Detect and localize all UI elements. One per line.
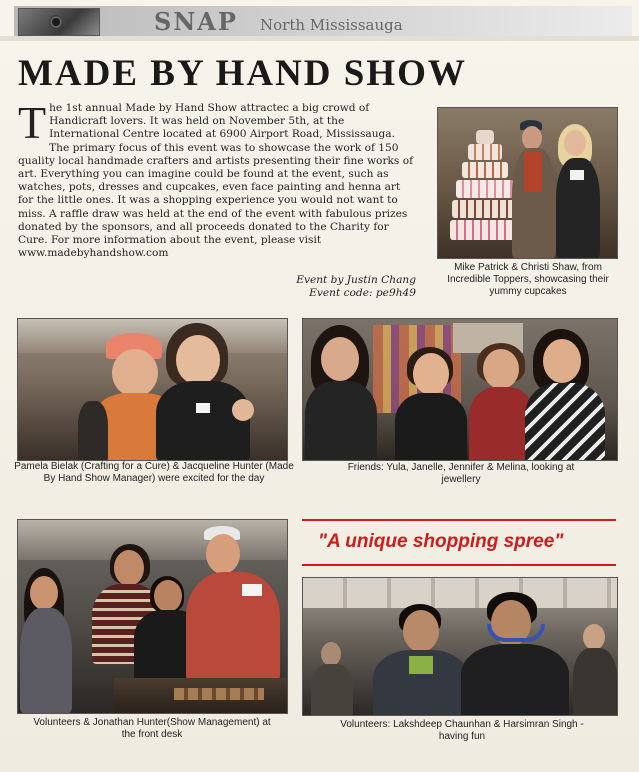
article-body [18,97,416,260]
photo-pamela-jacqueline [17,318,288,461]
photo-lakshdeep-harsimran [302,577,618,716]
page-title: MADE BY HAND SHOW [18,53,467,94]
caption-lakshdeep-harsimran: Volunteers: Lakshdeep Chaunhan & Harsimran Singh - having fun [340,719,584,742]
caption-front-desk: Volunteers & Jonathan Hunter(Show Management) at the front desk [33,717,271,740]
photo-front-desk [17,519,288,714]
drop-cap: T [18,97,47,148]
quote-rule-bottom [302,564,616,566]
byline [296,274,416,300]
byline-code: Event code: pe9h49 [309,287,416,299]
caption-friends: Friends: Yula, Janelle, Jennifer & Melina, looking at jewellery [347,462,575,485]
quote-rule-top [302,519,616,521]
camera-icon [18,8,100,36]
article-text: he 1st annual Made by Hand Show attractec a big crowd of Handicraft lovers. It was held on November 5th, at the International Centre located at 6900 Airport Road, Mississauga. The primary focus of this event was to showcase the work of 150 quality local handmade crafters and artists presenting their fine works of art. Everything you can imagine could be found at the event, such as watches, pots, dresses and cupcakes, even face painting and henna art for the little ones. It was a shopping experience you would not want to miss. A raffle draw was held at the end of the event with fabulous prizes donated by the sponsors, and all proceeds donated to the Charity for Cure. For more information about the event, please visit www.madebyhandshow.com [18,102,414,260]
pull-quote: "A unique shopping spree" [318,531,564,552]
section-banner [14,6,632,37]
photo-cupcakes [437,107,618,259]
byline-author: Event by Justin Chang [296,274,416,286]
photo-friends [302,318,618,461]
divider [0,36,639,41]
caption-pamela-jacqueline: Pamela Bielak (Crafting for a Cure) & Jacqueline Hunter (Made By Hand Show Manager) were excited for the day [14,461,294,484]
banner-subtitle: North Mississauga [260,16,403,34]
caption-cupcakes: Mike Patrick & Christi Shaw, from Incredible Toppers, showcasing their yummy cupcakes [447,262,609,297]
banner-title: SNAP [154,7,238,36]
